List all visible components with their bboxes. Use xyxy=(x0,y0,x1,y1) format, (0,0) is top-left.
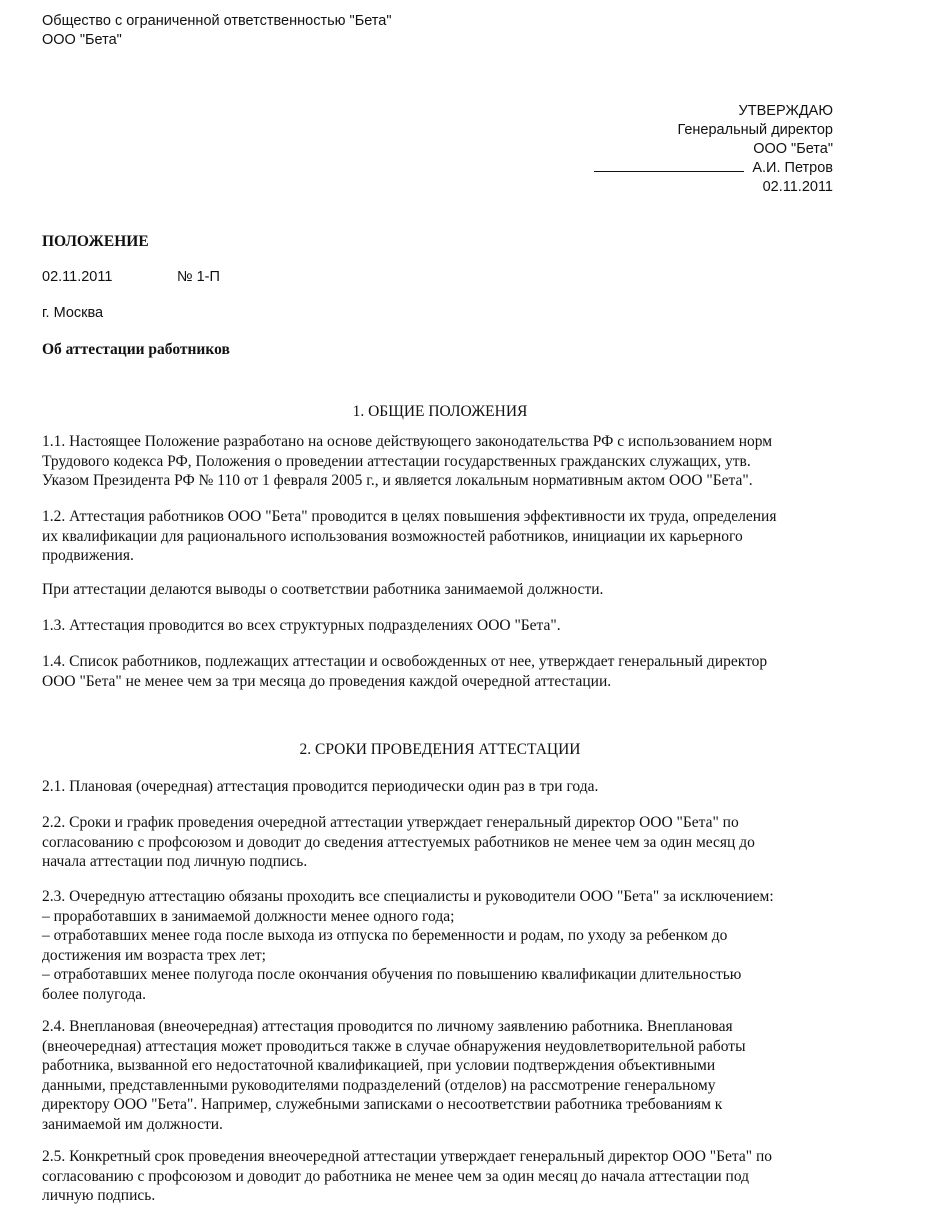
document-subject: Об аттестации работников xyxy=(42,341,230,358)
document-date: 02.11.2011 xyxy=(42,269,113,285)
paragraph-1-4 xyxy=(42,652,842,691)
organization-short-name: ООО "Бета" xyxy=(42,32,122,48)
text-line: занимаемой им должности. xyxy=(42,1115,223,1133)
approval-signature-row xyxy=(594,159,833,178)
list-item: – отработавших менее полугода после окончания обучения по повышению квалификации длительностью xyxy=(42,966,742,983)
text-line: согласованию с профсоюзом и доводит до сведения аттестуемых работников не менее чем за один месяц до xyxy=(42,833,755,851)
paragraph-1-1 xyxy=(42,432,842,491)
paragraph-2-3 xyxy=(42,887,842,1004)
paragraph-2-5 xyxy=(42,1147,842,1206)
paragraph-1-2 xyxy=(42,507,842,566)
text-line: достижения им возраста трех лет; xyxy=(42,946,266,964)
text-line: личную подпись. xyxy=(42,1187,156,1204)
text-line: данными, представленными руководителями подразделений (отделов) на рассмотрение генеральному xyxy=(42,1076,716,1094)
organization-full-name: Общество с ограниченной ответственностью "Бета" xyxy=(42,13,392,29)
text-line: Указом Президента РФ № 110 от 1 февраля 2005 г., и является локальным нормативным актом ООО "Бета". xyxy=(42,472,753,489)
list-item: – отработавших менее года после выхода из отпуска по беременности и родам, по уходу за ребенком до xyxy=(42,927,728,944)
document-city: г. Москва xyxy=(42,305,104,321)
text-line: 2.2. Сроки и график проведения очередной аттестации утверждает генеральный директор ООО "Бета" по xyxy=(42,814,739,831)
list-item: – проработавших в занимаемой должности менее одного года; xyxy=(42,907,455,925)
text-line: 2.4. Внеплановая (внеочередная) аттестация проводится по личному заявлению работника. Внеплановая xyxy=(42,1018,733,1035)
text-line: 1.4. Список работников, подлежащих аттестации и освобожденных от нее, утверждает генеральный директор xyxy=(42,653,768,670)
text-line: (внеочередная) аттестация может проводиться также в случае обнаружения неудовлетворительной работы xyxy=(42,1037,746,1055)
signature-line xyxy=(594,159,744,172)
text-line: При аттестации делаются выводы о соответствии работника занимаемой должности. xyxy=(42,581,604,598)
section-title: 1. ОБЩИЕ ПОЛОЖЕНИЯ xyxy=(352,403,528,420)
document-number: № 1-П xyxy=(177,269,220,285)
text-line: согласованию с профсоюзом и доводит до работника не менее чем за один месяц до начала аттестации под xyxy=(42,1167,750,1185)
text-line: более полугода. xyxy=(42,985,147,1003)
approval-signer: А.И. Петров xyxy=(752,160,833,176)
paragraph-2-4 xyxy=(42,1017,842,1134)
approval-heading: УТВЕРЖДАЮ xyxy=(738,103,833,119)
text-line: 1.3. Аттестация проводится во всех структурных подразделениях ООО "Бета". xyxy=(42,617,561,634)
approval-company: ООО "Бета" xyxy=(753,141,833,157)
text-line: 1.1. Настоящее Положение разработано на основе действующего законодательства РФ с использованием норм xyxy=(42,433,773,450)
document-type: ПОЛОЖЕНИЕ xyxy=(42,233,149,250)
text-line: 2.1. Плановая (очередная) аттестация проводится периодически один раз в три года. xyxy=(42,778,599,795)
paragraph-2-1 xyxy=(42,777,842,797)
approval-position: Генеральный директор xyxy=(677,122,833,138)
text-line: 1.2. Аттестация работников ООО "Бета" проводится в целях повышения эффективности их труда, определения xyxy=(42,508,777,525)
organization-header xyxy=(42,12,391,50)
text-line: работника, вызванной его недостаточной квалификацией, при условии подтверждения объективными xyxy=(42,1057,716,1074)
paragraph-2-2 xyxy=(42,813,842,872)
approval-block xyxy=(594,102,833,197)
text-line: 2.3. Очередную аттестацию обязаны проходить все специалисты и руководители ООО "Бета" за исключением: xyxy=(42,888,774,905)
text-line: начала аттестации под личную подпись. xyxy=(42,853,308,870)
text-line: 2.5. Конкретный срок проведения внеочередной аттестации утверждает генеральный директор ООО "Бета" по xyxy=(42,1148,772,1165)
text-line: ООО "Бета" не менее чем за три месяца до проведения каждой очередной аттестации. xyxy=(42,672,612,690)
text-line: директору ООО "Бета". Например, служебными записками о несоответствии работника требованиям к xyxy=(42,1096,723,1113)
section-title: 2. СРОКИ ПРОВЕДЕНИЯ АТТЕСТАЦИИ xyxy=(299,741,581,758)
text-line: продвижения. xyxy=(42,547,134,564)
paragraph-1-3 xyxy=(42,616,842,636)
approval-date: 02.11.2011 xyxy=(762,179,833,195)
text-line: Трудового кодекса РФ, Положения о проведении аттестации государственных гражданских служащих, утв. xyxy=(42,452,751,470)
text-line: их квалификации для рационального использования возможностей работников, инициации их карьерного xyxy=(42,527,743,545)
paragraph-1-2-note xyxy=(42,580,842,600)
